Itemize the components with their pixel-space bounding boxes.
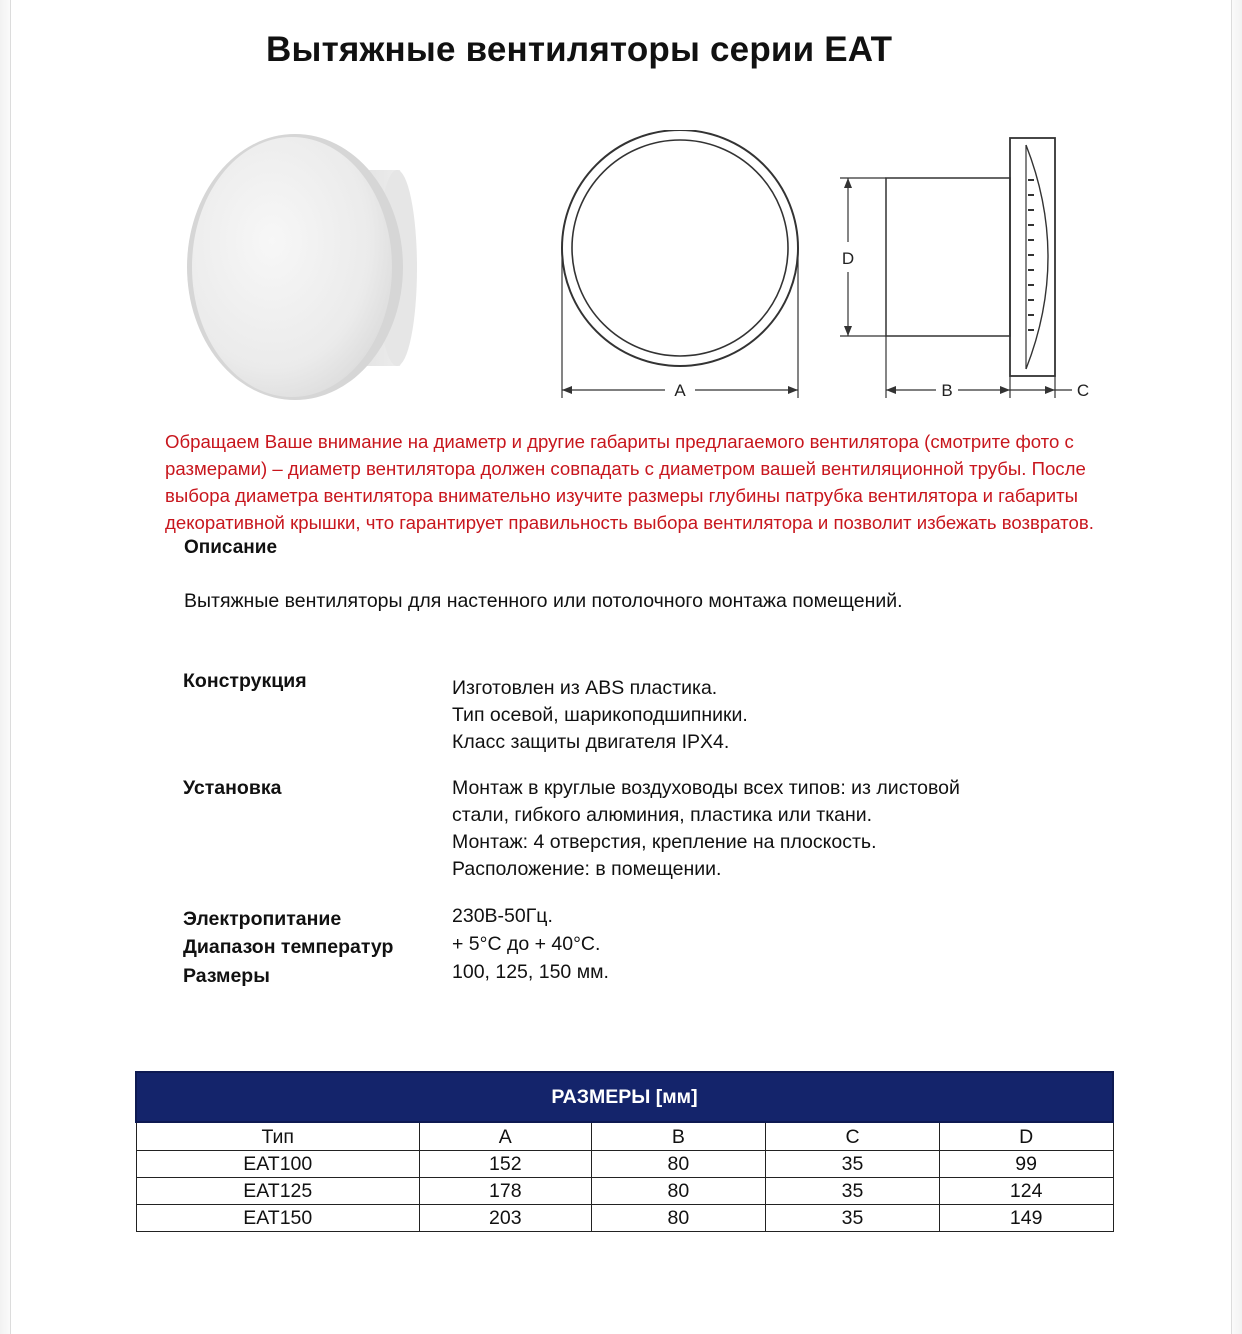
table-cell: EAT150: [136, 1205, 419, 1232]
table-row: [136, 1178, 1113, 1205]
table-column-header: C: [766, 1122, 940, 1151]
table-cell: 178: [419, 1178, 591, 1205]
table-cell: 80: [591, 1178, 766, 1205]
dimension-label-c: C: [1076, 381, 1090, 400]
page-edge-right: [1231, 0, 1242, 1334]
construction-label: Конструкция: [183, 670, 307, 692]
table-column-header: D: [939, 1122, 1113, 1151]
description-heading: Описание: [184, 537, 278, 558]
fan-product-photo: [185, 130, 425, 405]
construction-line: Класс защиты двигателя IPX4.: [452, 731, 730, 753]
table-title: РАЗМЕРЫ [мм]: [136, 1072, 1113, 1122]
construction-line: Изготовлен из ABS пластика.: [452, 677, 718, 699]
installation-line: Монтаж: 4 отверстия, крепление на плоскость.: [452, 831, 877, 853]
installation-label: Установка: [183, 777, 282, 799]
table-cell: EAT100: [136, 1151, 419, 1178]
sizes-value: 100, 125, 150 мм.: [452, 961, 609, 983]
installation-line: Монтаж в круглые воздуховоды всех типов: из листовой: [452, 777, 960, 799]
table-cell: EAT125: [136, 1178, 419, 1205]
dimension-label-d: D: [841, 249, 855, 268]
page-edge-left: [0, 0, 11, 1334]
table-row: [136, 1205, 1113, 1232]
power-value: 230В-50Гц.: [452, 905, 553, 927]
front-view-drawing: [545, 130, 815, 405]
construction-value: [452, 675, 748, 756]
sizing-notice: Обращаем Ваше внимание на диаметр и другие габариты предлагаемого вентилятора (смотрите фото с размерами) – диаметр вентилятора должен совпадать с диаметром вашей вентиляционной трубы. После выбора диаметра вентилятора внимательно изучите размеры глубины патрубка вентилятора и габариты декоративной крышки, что гарантирует правильность выбора вентилятора и позволит избежать возвратов.: [165, 431, 1094, 533]
table-cell: 124: [939, 1178, 1113, 1205]
sizes-label: Размеры: [183, 965, 270, 987]
table-cell: 99: [939, 1151, 1113, 1178]
construction-line: Тип осевой, шарикоподшипники.: [452, 704, 748, 726]
temperature-label: Диапазон температур: [183, 936, 394, 958]
table-column-header: A: [419, 1122, 591, 1151]
dimensions-table: [135, 1071, 1114, 1232]
table-row: [136, 1151, 1113, 1178]
table-cell: 35: [766, 1151, 940, 1178]
page-title: Вытяжные вентиляторы серии EAT: [266, 30, 893, 69]
description-text: Вытяжные вентиляторы для настенного или потолочного монтажа помещений.: [184, 590, 903, 612]
table-cell: 80: [591, 1205, 766, 1232]
dimension-label-a: A: [674, 381, 686, 400]
table-cell: 35: [766, 1178, 940, 1205]
table-cell: 152: [419, 1151, 591, 1178]
table-column-header: Тип: [136, 1122, 419, 1151]
power-label: Электропитание: [183, 908, 342, 930]
side-view-drawing: [830, 130, 1100, 405]
dimension-label-b: B: [941, 381, 953, 400]
installation-line: стали, гибкого алюминия, пластика или ткани.: [452, 804, 873, 826]
installation-line: Расположение: в помещении.: [452, 858, 722, 880]
table-column-header: B: [591, 1122, 766, 1151]
table-cell: 203: [419, 1205, 591, 1232]
table-cell: 80: [591, 1151, 766, 1178]
temperature-value: + 5°C до + 40°C.: [452, 933, 601, 955]
table-header-row: [136, 1122, 1113, 1151]
installation-value: [452, 775, 960, 883]
table-cell: 35: [766, 1205, 940, 1232]
table-cell: 149: [939, 1205, 1113, 1232]
